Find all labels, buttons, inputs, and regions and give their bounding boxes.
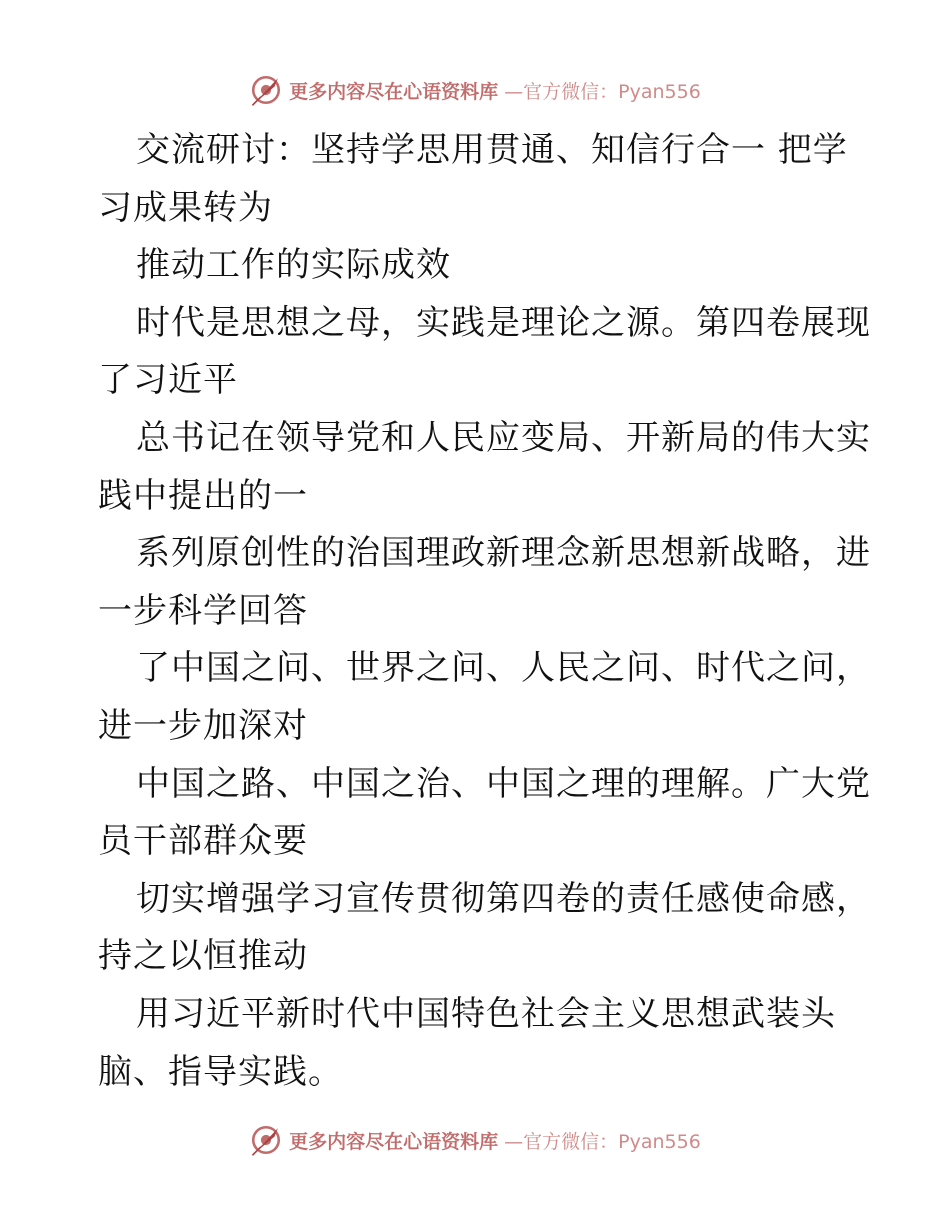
text-line: 总书记在领导党和人民应变局、开新局的伟大实 [136, 417, 871, 458]
text-line: 持之以恒推动 [98, 936, 308, 977]
text-line: 了习近平 [98, 360, 238, 401]
text-line: 交流研讨：坚持学思用贯通、知信行合一 把学 [136, 130, 848, 170]
text-line: 脑、指导实践。 [98, 1051, 343, 1092]
watermark-official-text: —官方微信：Pyan556 [504, 80, 701, 103]
text-line: 践中提出的一 [98, 475, 308, 516]
quill-pen-logo-icon [249, 1123, 283, 1157]
text-line: 员干部群众要 [98, 821, 308, 862]
watermark-brand-text: 更多内容尽在心语资料库 [289, 1130, 499, 1153]
text-line: 用习近平新时代中国特色社会主义思想武装头 [136, 993, 836, 1034]
text-line: 系列原创性的治国理政新理念新思想新战略，进 [136, 533, 871, 574]
text-line: 了中国之问、世界之问、人民之问、时代之问， [136, 648, 871, 689]
watermark-brand-text: 更多内容尽在心语资料库 [289, 80, 499, 103]
text-line: 推动工作的实际成效 [136, 245, 451, 286]
quill-pen-logo-icon [249, 73, 283, 107]
watermark-official-text: —官方微信：Pyan556 [504, 1130, 701, 1153]
text-line: 进一步加深对 [98, 705, 308, 746]
header-watermark [0, 70, 950, 110]
text-line: 切实增强学习宣传贯彻第四卷的责任感使命感， [136, 878, 871, 919]
text-line: 一步科学回答 [98, 590, 308, 631]
text-line: 时代是思想之母，实践是理论之源。第四卷展现 [136, 302, 871, 343]
document-body [98, 122, 871, 1101]
text-line: 中国之路、中国之治、中国之理的理解。广大党 [136, 763, 871, 804]
footer-watermark [0, 1120, 950, 1160]
text-line: 习成果转为 [98, 187, 273, 228]
